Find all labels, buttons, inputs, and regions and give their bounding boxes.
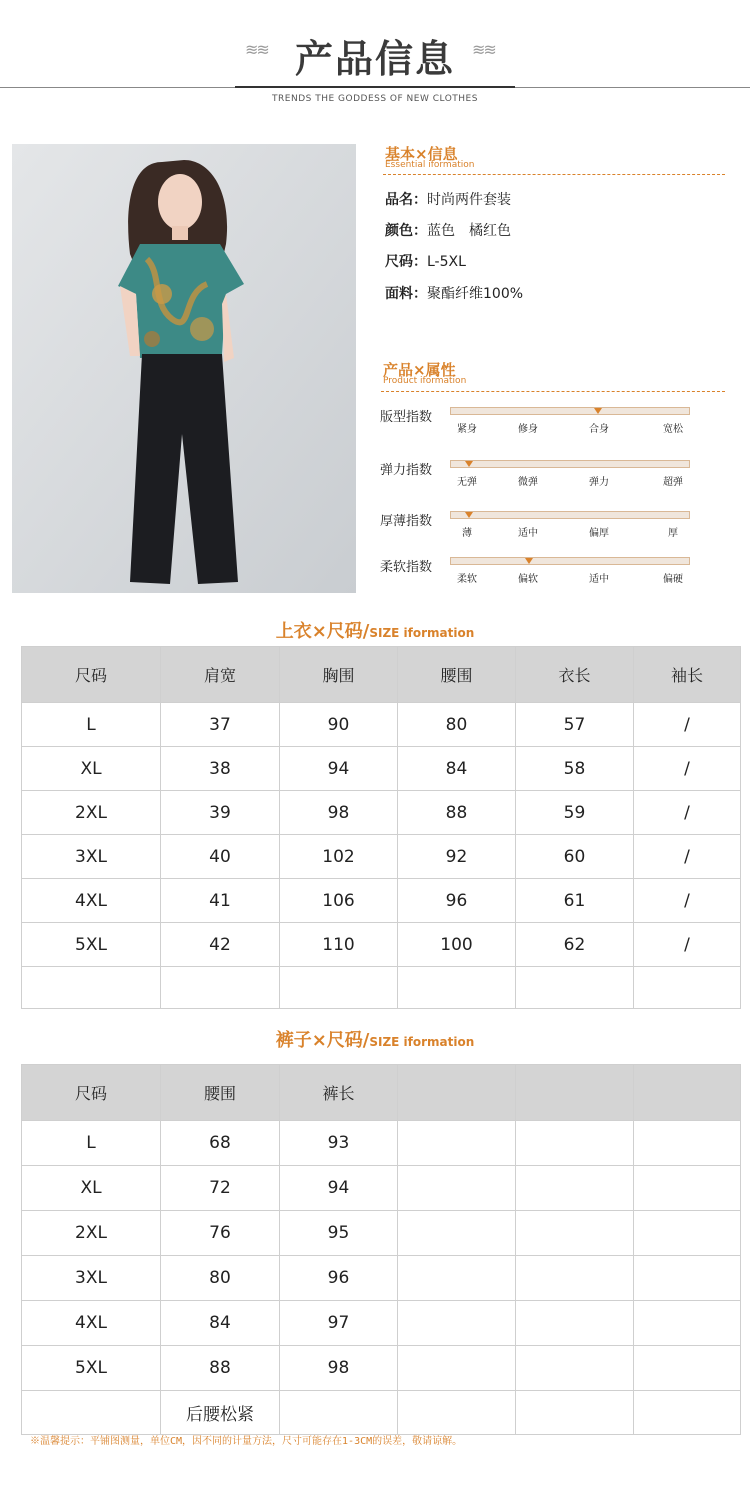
- table-cell: 80: [161, 1256, 280, 1301]
- table-row: [22, 1256, 741, 1301]
- attr-tick-label: 薄: [462, 528, 472, 539]
- attr-tick-label: 柔软: [457, 574, 477, 585]
- table-header-row: [22, 647, 741, 703]
- table-cell: [634, 967, 741, 1009]
- table-cell: [22, 1391, 161, 1435]
- basic-info-divider: [383, 174, 725, 175]
- info-row-fabric: 面料：聚酯纤维100%: [385, 286, 524, 302]
- attr-subtitle: Product iformation: [383, 376, 467, 386]
- attr-label: 柔软指数: [380, 560, 433, 575]
- attr-divider: [381, 391, 725, 392]
- table-cell: 72: [161, 1166, 280, 1211]
- table-row: [22, 879, 741, 923]
- table-cell: [398, 967, 516, 1009]
- table-row: [22, 923, 741, 967]
- table-cell: 110: [280, 923, 398, 967]
- attr-scale-bar: [450, 557, 690, 565]
- table-cell: 80: [398, 703, 516, 747]
- table-cell: 94: [280, 747, 398, 791]
- attr-tick-label: 适中: [589, 574, 609, 585]
- table-cell: 2XL: [22, 1211, 161, 1256]
- info-row-size: 尺码：L-5XL: [385, 254, 466, 270]
- table-cell: [516, 1166, 634, 1211]
- table-cell: 94: [280, 1166, 398, 1211]
- table-cell: 37: [161, 703, 280, 747]
- table-cell: 84: [398, 747, 516, 791]
- table-cell: 93: [280, 1121, 398, 1166]
- wave-right-icon: ≋≋: [472, 40, 495, 59]
- table-header-cell: 胸围: [280, 647, 398, 703]
- attr-tick-label: 偏硬: [663, 574, 683, 585]
- table-cell: 3XL: [22, 835, 161, 879]
- table-cell: /: [634, 747, 741, 791]
- table-cell: 38: [161, 747, 280, 791]
- table-row: [22, 835, 741, 879]
- table-cell: 92: [398, 835, 516, 879]
- attr-label: 弹力指数: [380, 463, 433, 478]
- table-cell: [516, 1391, 634, 1435]
- table-cell: 98: [280, 791, 398, 835]
- attr-label: 厚薄指数: [380, 514, 433, 529]
- header-divider-accent: [235, 86, 515, 88]
- table-cell: /: [634, 791, 741, 835]
- table-cell: /: [634, 703, 741, 747]
- attr-tick-label: 弹力: [589, 477, 609, 488]
- table-cell: [280, 1391, 398, 1435]
- attr-level-marker: [525, 558, 533, 564]
- table-cell: [516, 1301, 634, 1346]
- table-cell: [22, 967, 161, 1009]
- attr-title: 产品×属性: [383, 361, 456, 379]
- table-row: [22, 1166, 741, 1211]
- table-cell: 58: [516, 747, 634, 791]
- table-cell: 4XL: [22, 879, 161, 923]
- table-row: [22, 791, 741, 835]
- table-cell: 39: [161, 791, 280, 835]
- table-row: [22, 1346, 741, 1391]
- wave-left-icon: ≋≋: [245, 40, 268, 59]
- attr-tick-label: 偏厚: [589, 528, 609, 539]
- table-cell: [398, 1166, 516, 1211]
- table-cell: [634, 1256, 741, 1301]
- table-cell: /: [634, 835, 741, 879]
- table-cell: 2XL: [22, 791, 161, 835]
- attr-level-marker: [594, 408, 602, 414]
- table-header-cell: 腰围: [398, 647, 516, 703]
- table-cell: [516, 1256, 634, 1301]
- table-header-row: [22, 1065, 741, 1121]
- attr-scale-bar: [450, 407, 690, 415]
- table-cell: 4XL: [22, 1301, 161, 1346]
- basic-info-title: 基本×信息: [385, 145, 458, 163]
- table-cell: 42: [161, 923, 280, 967]
- table-cell: 5XL: [22, 923, 161, 967]
- table-cell: [398, 1256, 516, 1301]
- table-cell: 59: [516, 791, 634, 835]
- table-row: [22, 967, 741, 1009]
- table-cell: L: [22, 703, 161, 747]
- table-cell: [398, 1301, 516, 1346]
- table-header-cell: [516, 1065, 634, 1121]
- table-header-cell: 肩宽: [161, 647, 280, 703]
- attr-level-marker: [465, 461, 473, 467]
- table-row: [22, 747, 741, 791]
- table-cell: 84: [161, 1301, 280, 1346]
- table-cell: [634, 1211, 741, 1256]
- table-row: [22, 1301, 741, 1346]
- table-header-cell: 尺码: [22, 647, 161, 703]
- table-cell: 62: [516, 923, 634, 967]
- table-cell: 68: [161, 1121, 280, 1166]
- table-cell: 97: [280, 1301, 398, 1346]
- pants-size-table: [21, 1064, 741, 1435]
- attr-tick-label: 超弹: [663, 477, 683, 488]
- table-cell: [398, 1121, 516, 1166]
- basic-info-subtitle: Essential iformation: [385, 160, 475, 170]
- attr-tick-label: 适中: [518, 528, 538, 539]
- table-header-cell: 裤长: [280, 1065, 398, 1121]
- info-row-name: 品名：时尚两件套装: [385, 192, 511, 208]
- table-cell: 41: [161, 879, 280, 923]
- table-header-cell: 尺码: [22, 1065, 161, 1121]
- table-cell: [398, 1346, 516, 1391]
- table-header-cell: 腰围: [161, 1065, 280, 1121]
- attr-tick-label: 合身: [589, 424, 609, 435]
- table-cell: [516, 967, 634, 1009]
- table-cell: 5XL: [22, 1346, 161, 1391]
- top-size-table: [21, 646, 741, 1009]
- table-cell: 60: [516, 835, 634, 879]
- table-cell: [398, 1391, 516, 1435]
- table-header-cell: [634, 1065, 741, 1121]
- table-cell: [634, 1166, 741, 1211]
- page-subtitle: TRENDS THE GODDESS OF NEW CLOTHES: [272, 94, 478, 104]
- table-row: [22, 1391, 741, 1435]
- table-cell: [161, 967, 280, 1009]
- table-cell: [516, 1121, 634, 1166]
- attr-tick-label: 无弹: [457, 477, 477, 488]
- attr-tick-label: 修身: [518, 424, 538, 435]
- top-table-title: 上衣×尺码/SIZE iformation: [275, 621, 475, 642]
- table-header-cell: 衣长: [516, 647, 634, 703]
- table-cell: [516, 1346, 634, 1391]
- table-header-cell: 袖长: [634, 647, 741, 703]
- table-cell: [634, 1346, 741, 1391]
- attr-label: 版型指数: [380, 410, 433, 425]
- table-cell: [634, 1301, 741, 1346]
- table-cell: 106: [280, 879, 398, 923]
- pants-table-title: 裤子×尺码/SIZE iformation: [275, 1030, 475, 1051]
- table-row: [22, 703, 741, 747]
- table-cell: [398, 1211, 516, 1256]
- table-cell: L: [22, 1121, 161, 1166]
- table-cell: 76: [161, 1211, 280, 1256]
- info-row-color: 颜色：蓝色 橘红色: [385, 223, 511, 239]
- attr-tick-label: 宽松: [663, 424, 683, 435]
- table-cell: 57: [516, 703, 634, 747]
- table-cell: 后腰松紧: [161, 1391, 280, 1435]
- table-cell: [634, 1391, 741, 1435]
- table-cell: XL: [22, 1166, 161, 1211]
- table-row: [22, 1211, 741, 1256]
- table-cell: 90: [280, 703, 398, 747]
- attr-scale-bar: [450, 511, 690, 519]
- attr-tick-label: 厚: [668, 528, 678, 539]
- table-cell: 98: [280, 1346, 398, 1391]
- table-cell: /: [634, 879, 741, 923]
- attr-tick-label: 紧身: [457, 424, 477, 435]
- table-cell: 88: [161, 1346, 280, 1391]
- attr-tick-label: 偏软: [518, 574, 538, 585]
- measurement-note: ※温馨提示：平铺图测量，单位CM，因不同的计量方法，尺寸可能存在1-3CM的误差，敬请谅解。: [30, 1436, 463, 1447]
- model-illustration: [12, 144, 356, 593]
- attr-level-marker: [465, 512, 473, 518]
- attr-tick-label: 微弹: [518, 477, 538, 488]
- table-cell: [516, 1211, 634, 1256]
- table-cell: 61: [516, 879, 634, 923]
- table-cell: 96: [280, 1256, 398, 1301]
- table-header-cell: [398, 1065, 516, 1121]
- table-cell: XL: [22, 747, 161, 791]
- table-cell: 3XL: [22, 1256, 161, 1301]
- table-cell: 88: [398, 791, 516, 835]
- table-cell: [634, 1121, 741, 1166]
- table-row: [22, 1121, 741, 1166]
- table-cell: 95: [280, 1211, 398, 1256]
- table-cell: 96: [398, 879, 516, 923]
- table-cell: [280, 967, 398, 1009]
- table-cell: 100: [398, 923, 516, 967]
- table-cell: /: [634, 923, 741, 967]
- product-photo: [12, 144, 356, 593]
- attr-scale-bar: [450, 460, 690, 468]
- page-title: 产品信息: [294, 37, 455, 81]
- table-cell: 102: [280, 835, 398, 879]
- table-cell: 40: [161, 835, 280, 879]
